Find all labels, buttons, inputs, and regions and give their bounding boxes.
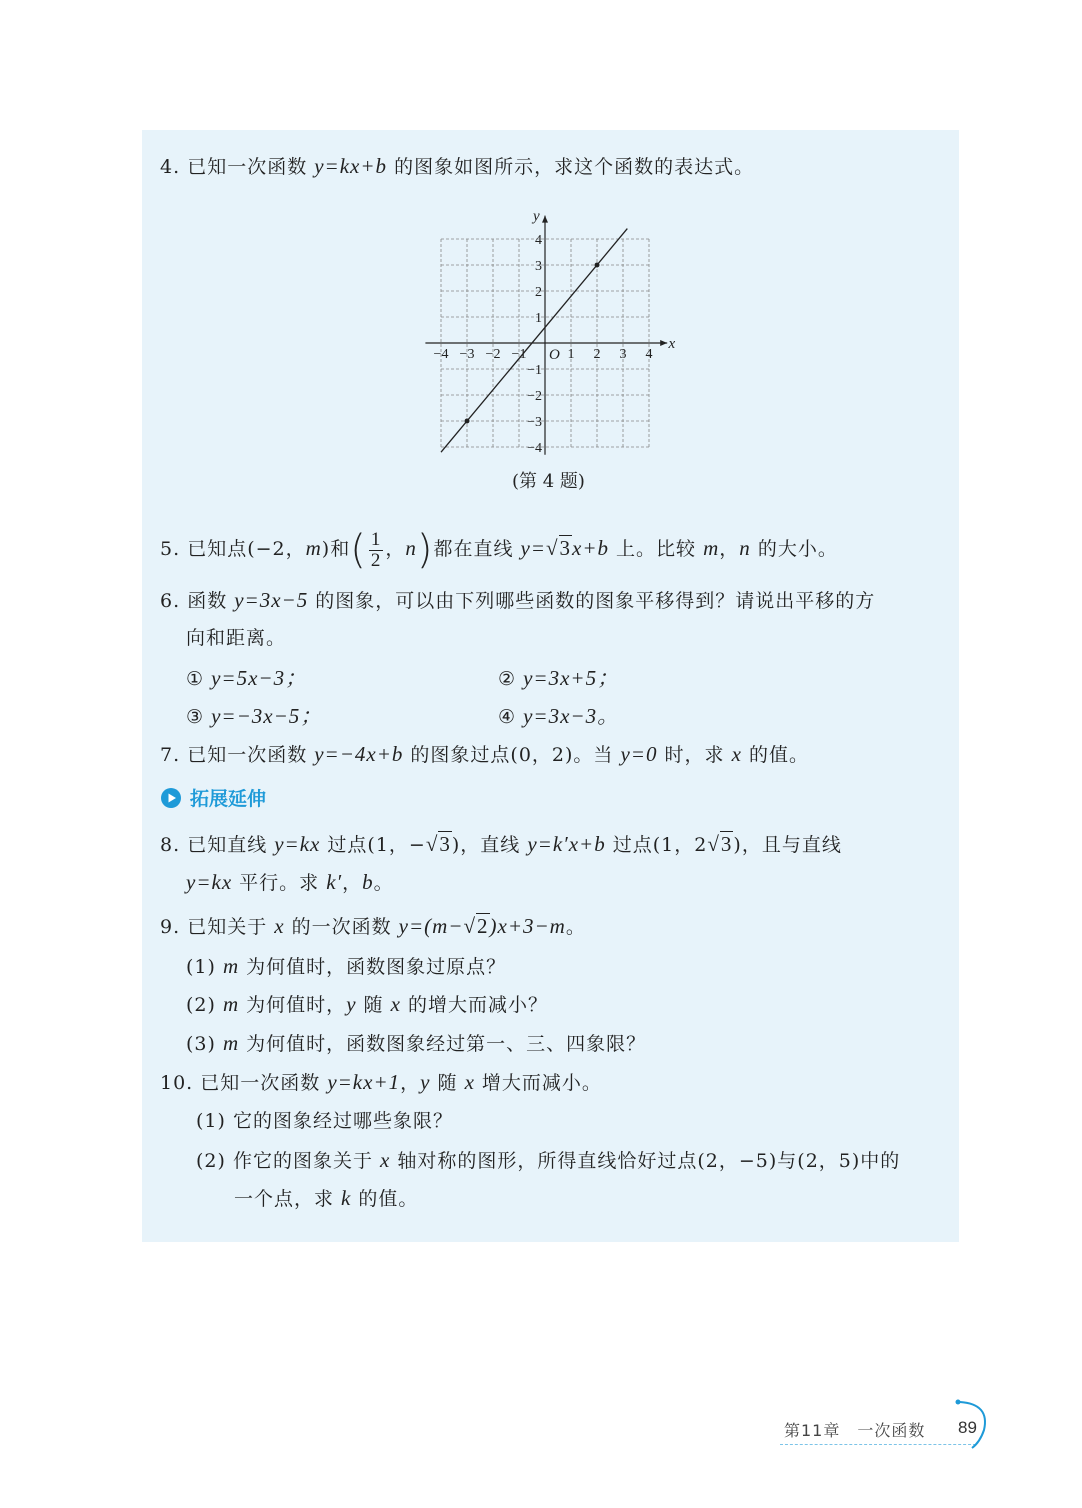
math-variable: y (346, 992, 357, 1016)
question-text: 的图象过点(0，2)。当 (403, 744, 621, 766)
footer-divider (780, 1444, 976, 1445)
y-tick-label: −1 (527, 363, 542, 378)
fraction-numerator: 1 (370, 528, 382, 550)
question-text: 随 (430, 1072, 465, 1094)
question-text: 已知一次函数 (200, 1072, 328, 1094)
math-expression: y=3x+5； (523, 666, 620, 690)
left-paren: ( (350, 527, 367, 573)
question-text: 的一次函数 (284, 916, 399, 938)
question-text: 时，求 (657, 744, 732, 766)
math-expression: y=−3x−5； (211, 704, 323, 728)
sqrt-radicand: 3 (559, 536, 572, 560)
math-expression: y=3x−5 (234, 588, 309, 612)
question-text: 函数 (187, 590, 235, 612)
math-variable: y (420, 1070, 431, 1094)
question-text: )，且与直线 (733, 834, 842, 856)
sub-label: (2) (196, 1150, 226, 1172)
math-variable: k (341, 1186, 352, 1210)
x-tick-label: −2 (485, 347, 501, 362)
question-6-line2: 向和距离。 (186, 627, 287, 649)
math-expression: y=−4x+b (314, 742, 404, 766)
option-2 (498, 666, 619, 691)
question-text: )和 (321, 538, 351, 560)
x-tick-label: 3 (619, 347, 627, 362)
question-text: 增大而减小。 (474, 1072, 602, 1094)
question-9-part-1 (186, 954, 506, 979)
math-expression: y=5x−3； (211, 666, 308, 690)
x-tick-label: −1 (511, 347, 527, 362)
chapter-title: 第11章 一次函数 (784, 1421, 926, 1440)
math-variable: m (305, 536, 322, 560)
question-text: 轴对称的图形，所得直线恰好过点(2，−5)与(2，5)中的 (390, 1150, 901, 1172)
math-expression: y=(m− (398, 914, 464, 938)
math-variable: x (464, 1070, 475, 1094)
question-text: 都在直线 (433, 538, 521, 560)
question-8 (160, 832, 842, 857)
math-expression: y=kx (186, 870, 233, 894)
question-number: 7. (160, 744, 181, 766)
question-text: 的大小。 (750, 538, 838, 560)
question-text: 作它的图象关于 (232, 1150, 381, 1172)
question-text: 已知一次函数 (187, 156, 315, 178)
sqrt-symbol: √ (707, 832, 720, 856)
question-10-part-1 (196, 1109, 453, 1133)
question-8-line2 (186, 870, 394, 895)
question-text: 。 (565, 916, 586, 938)
question-text: 已知关于 (187, 916, 275, 938)
question-text: 已知一次函数 (187, 744, 315, 766)
math-variable: m (703, 536, 720, 560)
question-text: 的值。 (351, 1188, 419, 1210)
math-variable: x (731, 742, 742, 766)
math-expression: y= (520, 536, 546, 560)
math-expression: y=kx+b (314, 154, 388, 178)
sqrt-radicand: 3 (439, 832, 451, 856)
sqrt-symbol: √ (425, 832, 439, 856)
question-text: 为何值时， (239, 994, 347, 1016)
axes (425, 208, 675, 454)
question-text: 的图象，可以由下列哪些函数的图象平移得到？请说出平移的方 (308, 590, 876, 612)
question-text: ， (400, 1072, 421, 1094)
question-text: 一个点，求 (234, 1188, 342, 1210)
math-expression: y=kx+1 (327, 1070, 401, 1094)
question-text: ， (719, 538, 740, 560)
question-text: 的值。 (741, 744, 809, 766)
x-tick-label: 2 (593, 347, 601, 362)
option-mark: ② (498, 668, 517, 690)
y-tick-label: −2 (527, 389, 542, 404)
question-text: 随 (356, 994, 391, 1016)
y-tick-label: −4 (527, 441, 542, 456)
math-variable: m (222, 954, 240, 978)
y-tick-label: −3 (527, 415, 542, 430)
fraction-denominator: 2 (370, 549, 382, 571)
sqrt-symbol: √ (545, 536, 559, 560)
option-1 (186, 666, 307, 691)
question-9-part-2 (186, 992, 548, 1017)
question-text: 过点(1，− (320, 834, 426, 856)
x-tick-label: −3 (459, 347, 475, 362)
question-text: 。 (373, 872, 394, 894)
math-variable: x (390, 992, 401, 1016)
question-text: 它的图象经过哪些象限？ (232, 1110, 453, 1132)
y-axis-arrow (542, 216, 548, 223)
y-tick-label: 4 (535, 233, 542, 248)
question-text: ， (385, 538, 406, 560)
question-text: 的图象如图所示，求这个函数的表达式。 (387, 156, 755, 178)
y-tick-label: 1 (535, 311, 542, 326)
sub-label: (1) (196, 1110, 226, 1132)
question-text: 的增大而减小？ (400, 994, 548, 1016)
math-expression: y=k′x+b (527, 832, 606, 856)
question-text: 已知点(−2， (187, 538, 306, 560)
y-tick-label: 2 (535, 285, 542, 300)
question-10-part-2 (196, 1148, 900, 1173)
figure-caption: (第 4 题) (512, 471, 585, 492)
math-expression: y=0 (620, 742, 658, 766)
x-axis-arrow (660, 340, 667, 346)
math-variable: b (362, 870, 374, 894)
x-tick-label: −4 (433, 347, 449, 362)
math-expression: y=kx (274, 832, 321, 856)
math-expression: x+b (572, 536, 610, 560)
question-4 (160, 154, 754, 179)
section-heading (160, 784, 266, 811)
sqrt-radicand: 3 (720, 832, 733, 856)
play-circle-icon (160, 787, 182, 809)
function-graph (420, 200, 690, 465)
x-tick-label: 1 (567, 347, 575, 362)
option-3 (186, 704, 322, 729)
option-mark: ④ (498, 706, 517, 728)
fraction (369, 530, 384, 571)
question-text: )，直线 (451, 834, 528, 856)
question-10-part-2-line2 (234, 1186, 418, 1211)
sub-label: (1) (186, 956, 216, 978)
x-axis-label: x (668, 336, 676, 352)
sqrt-radicand: 2 (477, 914, 489, 938)
section-title: 拓展延伸 (190, 788, 267, 810)
page-corner-arc (950, 1398, 990, 1454)
question-text: 上。比较 (609, 538, 704, 560)
question-text: 已知直线 (187, 834, 275, 856)
math-expression: )x+3−m (489, 914, 566, 938)
math-variable: x (274, 914, 285, 938)
y-tick-label: 3 (535, 259, 542, 274)
question-number: 8. (160, 834, 181, 856)
question-text: 平行。求 (232, 872, 327, 894)
question-number: 4. (160, 156, 181, 178)
math-expression: y=3x−3。 (523, 704, 620, 728)
sub-label: (3) (186, 1033, 216, 1055)
math-variable: k′ (326, 870, 343, 894)
question-7 (160, 742, 809, 767)
y-axis-label: y (533, 208, 540, 225)
question-6 (160, 588, 875, 613)
question-text: 过点(1，2 (605, 834, 708, 856)
page-footer (780, 1412, 980, 1452)
sqrt-symbol: √ (463, 914, 477, 938)
option-mark: ① (186, 668, 205, 690)
math-variable: n (405, 536, 417, 560)
sub-label: (2) (186, 994, 216, 1016)
math-variable: x (380, 1148, 391, 1172)
option-4 (498, 704, 619, 729)
question-number: 6. (160, 590, 181, 612)
question-text: ， (342, 872, 363, 894)
math-variable: n (739, 536, 751, 560)
question-number: 10. (160, 1072, 194, 1094)
question-text: 为何值时，函数图象经过第一、三、四象限？ (239, 1033, 647, 1055)
math-variable: m (222, 992, 240, 1016)
math-variable: m (222, 1031, 240, 1055)
origin-label: O (549, 347, 560, 363)
question-5 (160, 528, 838, 571)
question-9-part-3 (186, 1031, 646, 1056)
x-tick-label: 4 (645, 347, 653, 362)
marked-point (465, 419, 470, 424)
marked-point (595, 263, 600, 268)
question-9 (160, 914, 586, 939)
question-text: 为何值时，函数图象过原点？ (239, 956, 507, 978)
page-number: 89 (958, 1418, 977, 1437)
question-number: 5. (160, 538, 181, 560)
option-mark: ③ (186, 706, 205, 728)
right-paren: ) (416, 527, 434, 573)
question-number: 9. (160, 916, 181, 938)
question-10 (160, 1070, 602, 1095)
